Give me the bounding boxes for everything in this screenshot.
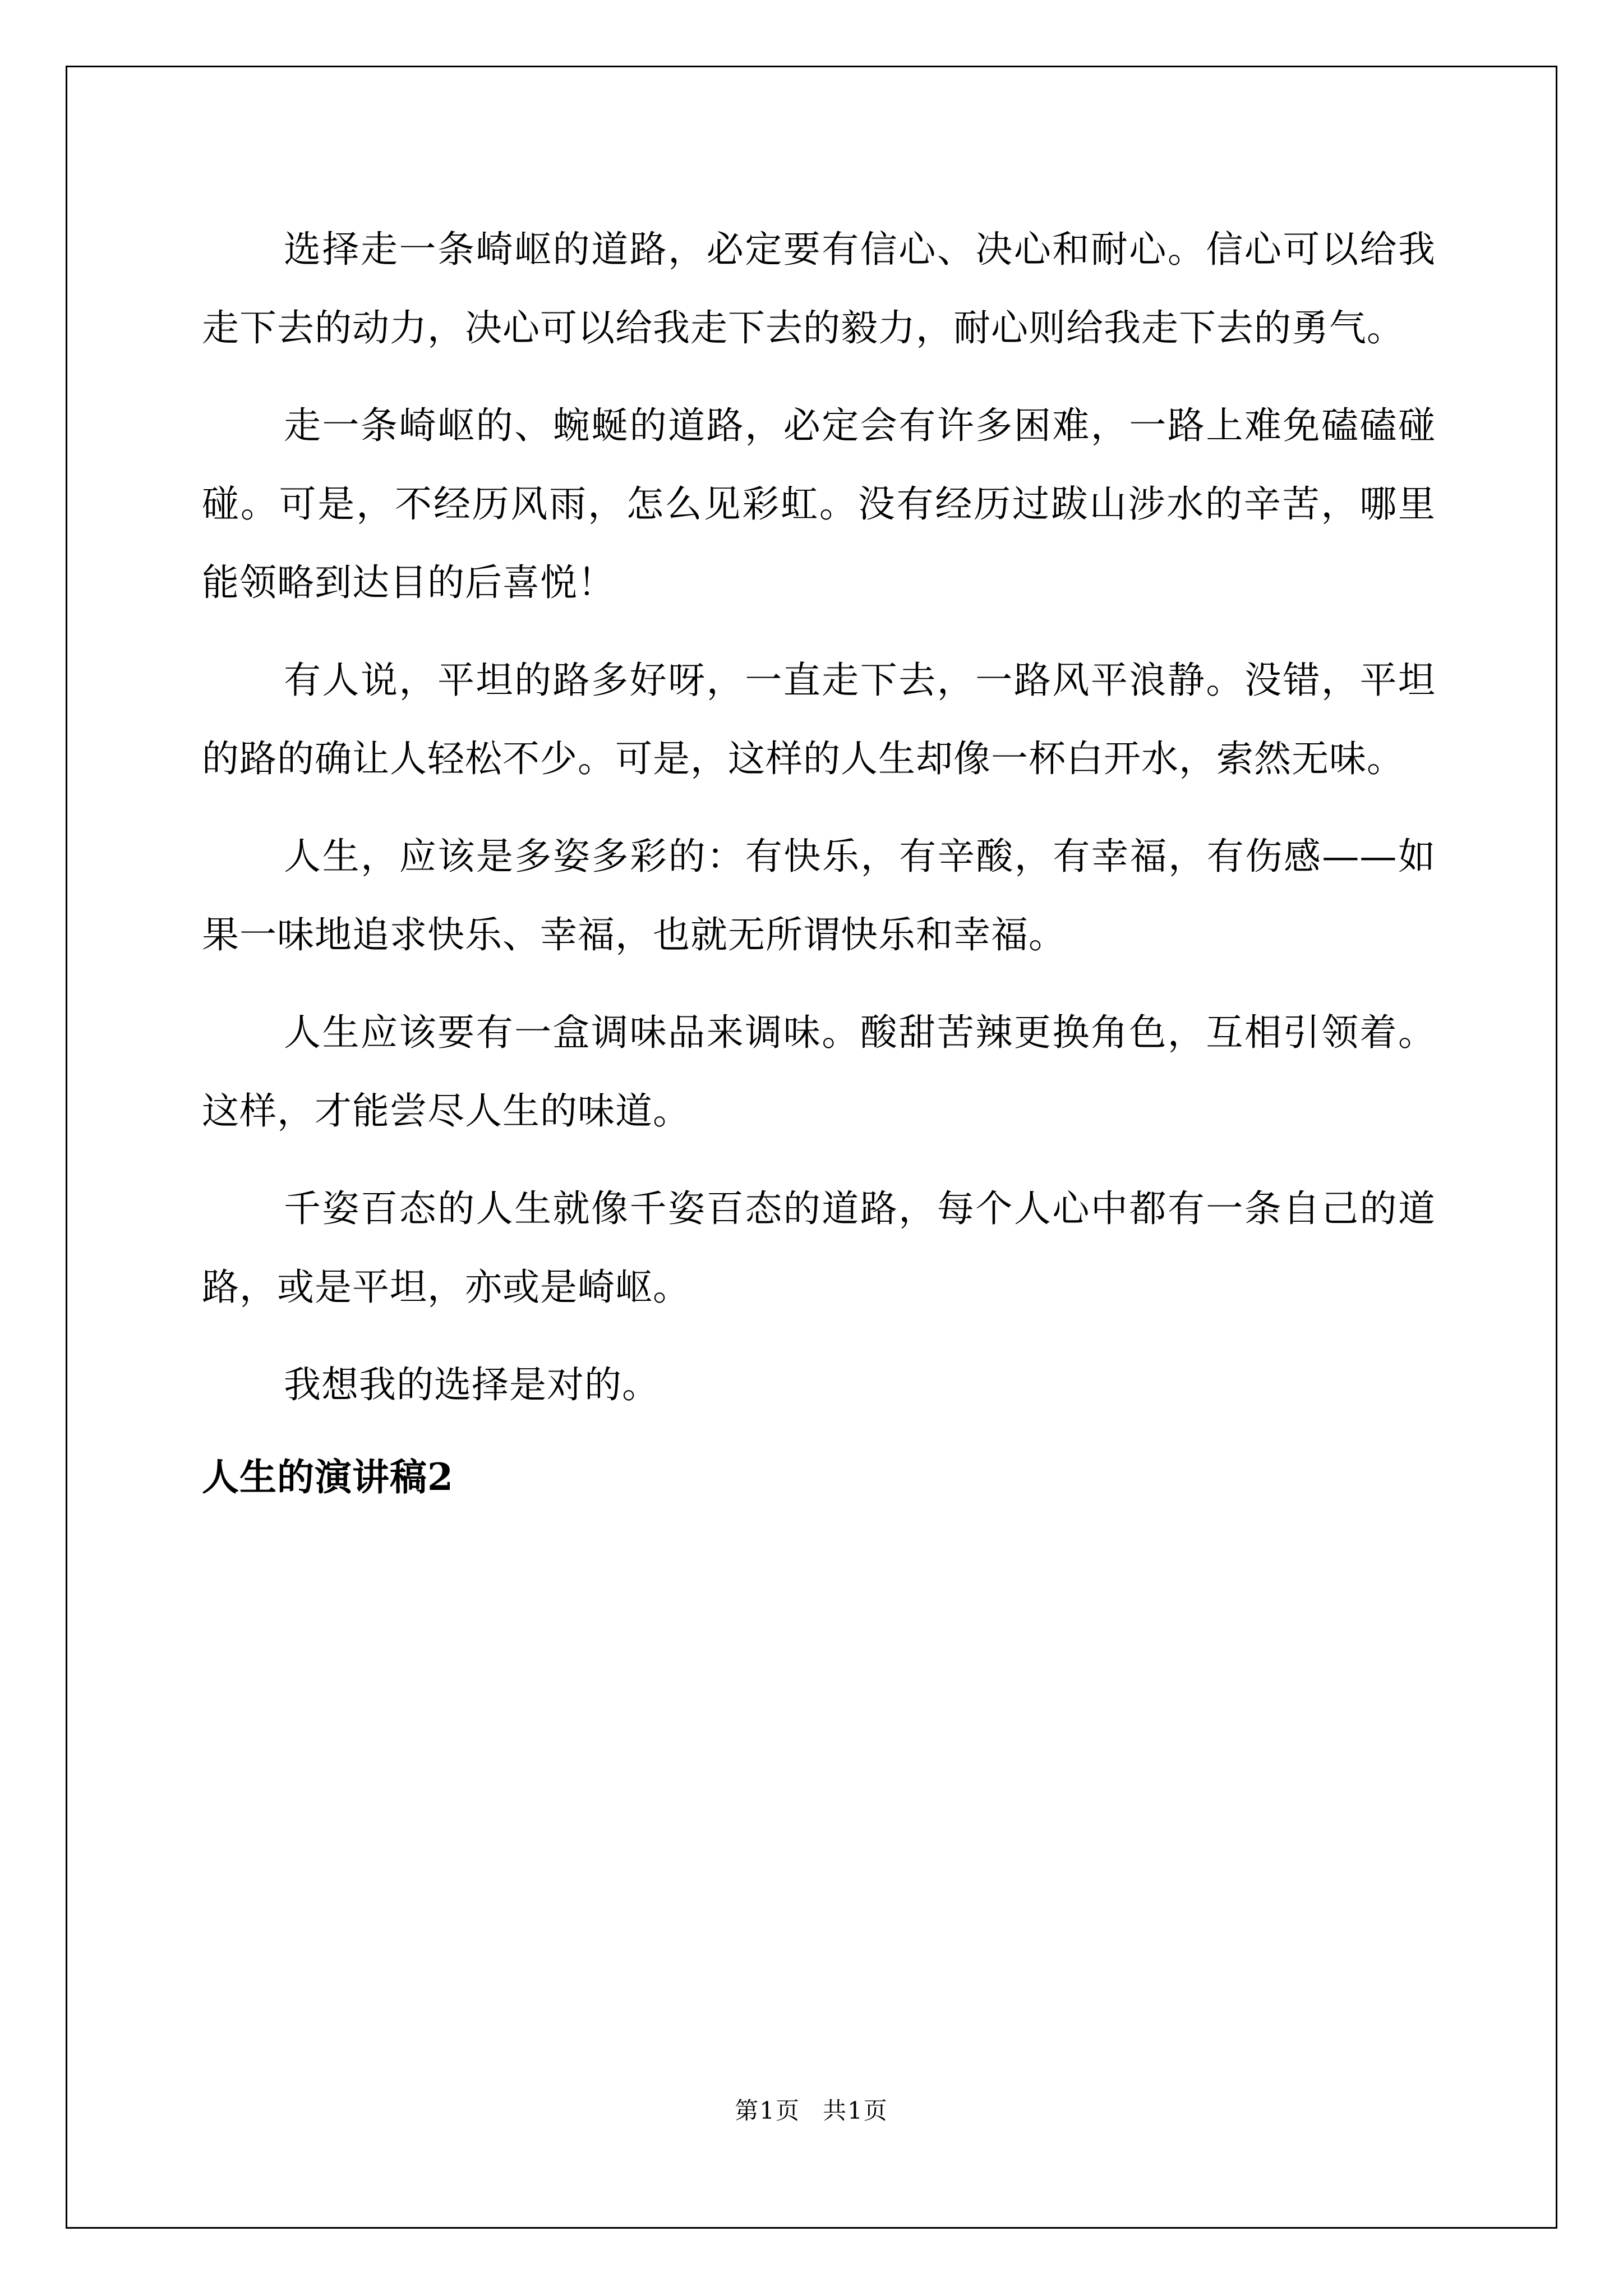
paragraph: 人生应该要有一盒调味品来调味。酸甜苦辣更换角色，互相引领着。这样，才能尝尽人生的味道。 bbox=[202, 1011, 1436, 1133]
paragraph: 我想我的选择是对的。 bbox=[284, 1363, 660, 1406]
section-heading: 人生的演讲稿2 bbox=[202, 1455, 454, 1499]
paragraph: 千姿百态的人生就像千姿百态的道路，每个人心中都有一条自己的道路，或是平坦，亦或是崎岖。 bbox=[202, 1187, 1436, 1309]
paragraph: 选择走一条崎岖的道路，必定要有信心、决心和耐心。信心可以给我走下去的动力，决心可以给我走下去的毅力，耐心则给我走下去的勇气。 bbox=[202, 228, 1436, 349]
document-body bbox=[202, 210, 1436, 1516]
paragraph: 走一条崎岖的、蜿蜒的道路，必定会有许多困难，一路上难免磕磕碰碰。可是，不经历风雨，怎么见彩虹。没有经历过跋山涉水的辛苦，哪里能领略到达目的后喜悦！ bbox=[202, 404, 1436, 604]
paragraph: 人生，应该是多姿多彩的：有快乐，有辛酸，有幸福，有伤感——如果一味地追求快乐、幸福，也就无所谓快乐和幸福。 bbox=[202, 835, 1436, 956]
page-number-current: 第1页 bbox=[735, 2097, 800, 2124]
paragraph: 有人说，平坦的路多好呀，一直走下去，一路风平浪静。没错，平坦的路的确让人轻松不少。可是，这样的人生却像一杯白开水，索然无味。 bbox=[202, 659, 1436, 780]
page-number-total: 共1页 bbox=[823, 2097, 888, 2124]
page-footer bbox=[0, 2094, 1623, 2128]
